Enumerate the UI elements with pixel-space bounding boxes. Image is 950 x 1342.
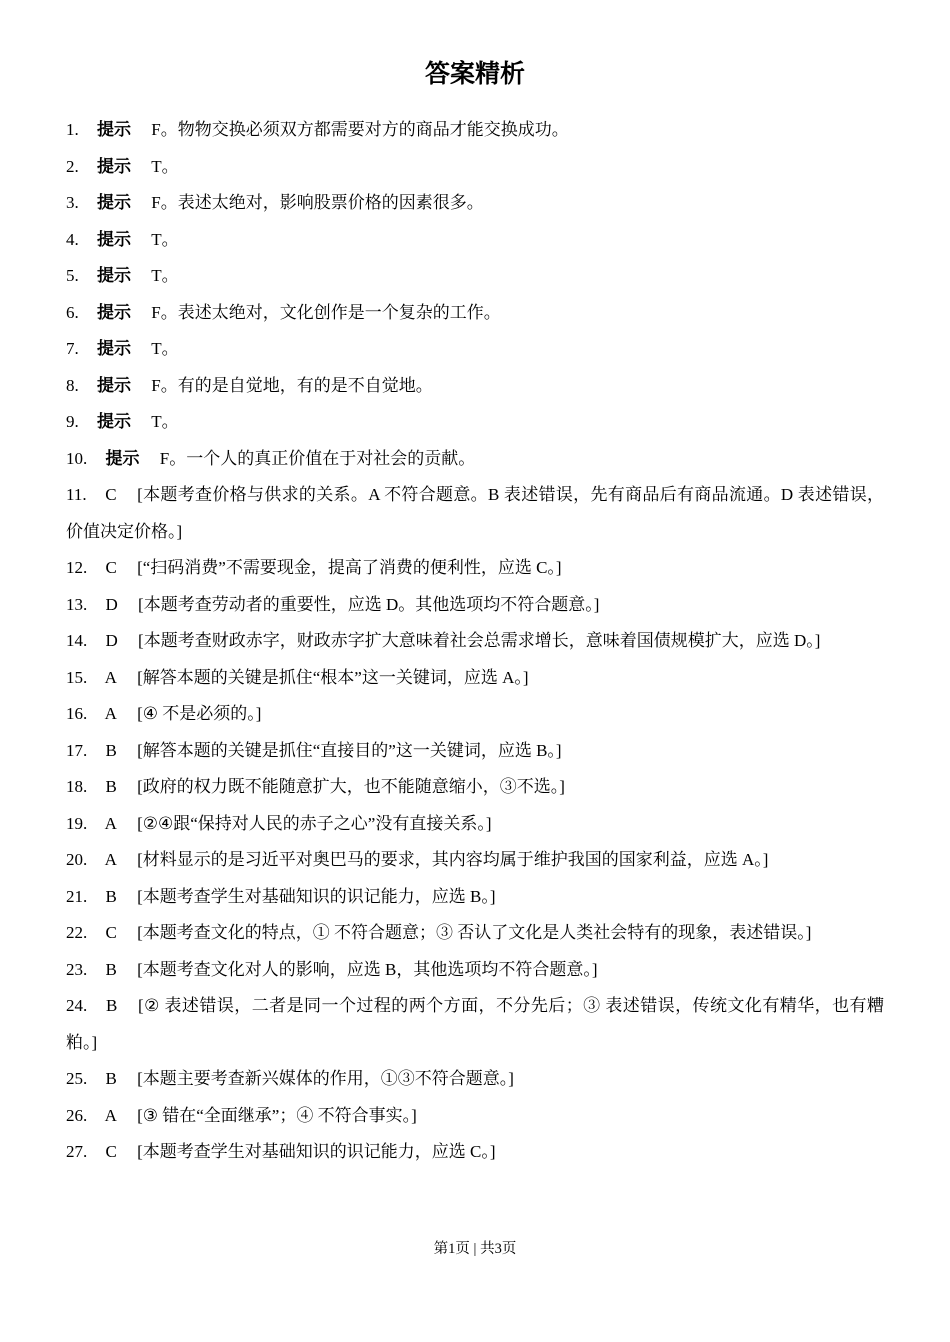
answer-explanation: F。物物交换必须双方都需要对方的商品才能交换成功。 — [151, 120, 569, 139]
answer-explanation: [本题考查价格与供求的关系。A 不符合题意。B 表述错误，先有商品后有商品流通。D 表述错误，价值决定价格。] — [66, 485, 885, 541]
answer-explanation: T。 — [151, 339, 179, 358]
answer-letter: B — [105, 886, 117, 906]
answer-letter: D — [105, 631, 118, 650]
answer-number: 18. — [66, 777, 88, 796]
answer-letter: C — [105, 1142, 117, 1161]
answer-letter: B — [105, 740, 117, 760]
answer-item — [66, 988, 884, 1061]
answer-explanation: F。表述太绝对，文化创作是一个复杂的工作。 — [151, 302, 501, 322]
answer-letter: C — [105, 558, 117, 577]
answer-hint-label: 提示 — [97, 339, 131, 358]
answer-item — [66, 769, 884, 806]
answer-number: 11. — [66, 485, 87, 504]
answer-number: 1. — [66, 120, 79, 139]
answer-number: 3. — [66, 193, 79, 212]
answer-item — [66, 331, 884, 368]
answer-explanation: [本题考查学生对基础知识的识记能力，应选 B。] — [137, 886, 496, 906]
answer-item — [66, 623, 884, 660]
answer-item — [66, 258, 884, 295]
answer-explanation: [②④跟“保持对人民的赤子之心”没有直接关系。] — [137, 813, 492, 833]
answer-explanation: [本题主要考查新兴媒体的作用，①③不符合题意。] — [137, 1069, 514, 1088]
answer-number: 8. — [66, 375, 79, 395]
answer-explanation: [政府的权力既不能随意扩大，也不能随意缩小，③不选。] — [137, 777, 565, 796]
answer-hint-label: 提示 — [97, 229, 131, 249]
answer-letter: B — [105, 777, 117, 796]
answer-item — [66, 404, 884, 441]
answer-letter: C — [105, 485, 117, 504]
answer-item — [66, 368, 884, 405]
answer-item — [66, 915, 884, 952]
answer-explanation: [本题考查财政赤字，财政赤字扩大意味着社会总需求增长，意味着国债规模扩大，应选 D。] — [138, 631, 821, 650]
answer-letter: C — [105, 923, 117, 942]
answer-number: 7. — [66, 339, 79, 358]
answer-number: 10. — [66, 448, 88, 468]
answer-explanation: T。 — [151, 229, 179, 249]
answer-hint-label: 提示 — [97, 375, 131, 395]
answer-number: 14. — [66, 631, 88, 650]
answer-number: 26. — [66, 1105, 88, 1125]
page-footer: 第1页 | 共3页 — [433, 1241, 517, 1257]
answer-explanation: F。有的是自觉地，有的是不自觉地。 — [151, 375, 433, 395]
answer-number: 23. — [66, 959, 88, 979]
answer-explanation: F。一个人的真正价值在于对社会的贡献。 — [159, 448, 476, 468]
answer-number: 20. — [66, 850, 88, 869]
answer-explanation: T。 — [151, 412, 179, 431]
answer-number: 2. — [66, 156, 79, 176]
answer-hint-label: 提示 — [97, 156, 131, 176]
answer-explanation: [解答本题的关键是抓住“根本”这一关键词，应选 A。] — [137, 667, 529, 687]
answer-number: 12. — [66, 558, 88, 577]
answer-hint-label: 提示 — [97, 266, 131, 285]
answer-explanation: T。 — [151, 266, 179, 285]
answer-list — [66, 112, 884, 1171]
answer-letter: D — [105, 594, 118, 614]
answer-letter: A — [104, 850, 117, 869]
answer-item — [66, 477, 884, 550]
answer-explanation: [解答本题的关键是抓住“直接目的”这一关键词，应选 B。] — [137, 740, 562, 760]
answer-item — [66, 842, 884, 879]
answer-item — [66, 1061, 884, 1098]
answer-number: 16. — [66, 704, 88, 723]
answer-item — [66, 441, 884, 478]
answer-item — [66, 1134, 884, 1171]
answer-hint-label: 提示 — [97, 120, 131, 139]
answer-number: 9. — [66, 412, 79, 431]
answer-number: 5. — [66, 266, 79, 285]
answer-number: 13. — [66, 594, 88, 614]
answer-hint-label: 提示 — [97, 193, 131, 212]
answer-item — [66, 660, 884, 697]
answer-letter: A — [104, 704, 117, 723]
answer-number: 15. — [66, 667, 88, 687]
answer-number: 4. — [66, 229, 79, 249]
answer-item — [66, 806, 884, 843]
answer-explanation: [本题考查学生对基础知识的识记能力，应选 C。] — [137, 1142, 496, 1161]
answer-item — [66, 550, 884, 587]
answer-letter: B — [105, 996, 118, 1015]
answer-explanation: [材料显示的是习近平对奥巴马的要求，其内容均属于维护我国的国家利益，应选 A。] — [137, 850, 769, 869]
answer-letter: A — [104, 667, 117, 687]
answer-item — [66, 952, 884, 989]
answer-explanation: T。 — [151, 156, 179, 176]
answer-explanation: F。表述太绝对，影响股票价格的因素很多。 — [151, 193, 484, 212]
answer-item — [66, 1098, 884, 1135]
answer-number: 21. — [66, 886, 88, 906]
answer-letter: B — [105, 959, 117, 979]
page-title: 答案精析 — [424, 61, 525, 88]
answer-letter: A — [104, 813, 117, 833]
answer-number: 24. — [66, 996, 88, 1015]
answer-letter: B — [105, 1069, 117, 1088]
answer-number: 19. — [66, 813, 88, 833]
answer-item — [66, 112, 884, 149]
answer-explanation: [④ 不是必须的。] — [137, 704, 262, 723]
answer-item — [66, 696, 884, 733]
answer-item — [66, 295, 884, 332]
answer-item — [66, 587, 884, 624]
answer-explanation: [② 表述错误，二者是同一个过程的两个方面，不分先后；③ 表述错误，传统文化有精华，也有糟粕。] — [66, 996, 885, 1052]
answer-number: 27. — [66, 1142, 88, 1161]
answer-explanation: [③ 错在“全面继承”；④ 不符合事实。] — [137, 1105, 417, 1125]
answer-explanation: [本题考查文化的特点，① 不符合题意；③ 否认了文化是人类社会特有的现象，表述错误。] — [137, 923, 812, 942]
answer-explanation: [“扫码消费”不需要现金，提高了消费的便利性，应选 C。] — [137, 558, 562, 577]
answer-number: 25. — [66, 1069, 88, 1088]
answer-item — [66, 879, 884, 916]
answer-item — [66, 222, 884, 259]
answer-item — [66, 149, 884, 186]
answer-explanation: [本题考查文化对人的影响，应选 B，其他选项均不符合题意。] — [137, 959, 598, 979]
answer-letter: A — [104, 1105, 117, 1125]
answer-hint-label: 提示 — [97, 302, 131, 322]
answer-hint-label: 提示 — [97, 412, 131, 431]
answer-item — [66, 733, 884, 770]
answer-item — [66, 185, 884, 222]
answer-number: 22. — [66, 923, 88, 942]
answer-hint-label: 提示 — [105, 448, 140, 468]
answer-number: 6. — [66, 302, 79, 322]
answer-number: 17. — [66, 740, 88, 760]
answer-explanation: [本题考查劳动者的重要性，应选 D。其他选项均不符合题意。] — [138, 594, 600, 614]
